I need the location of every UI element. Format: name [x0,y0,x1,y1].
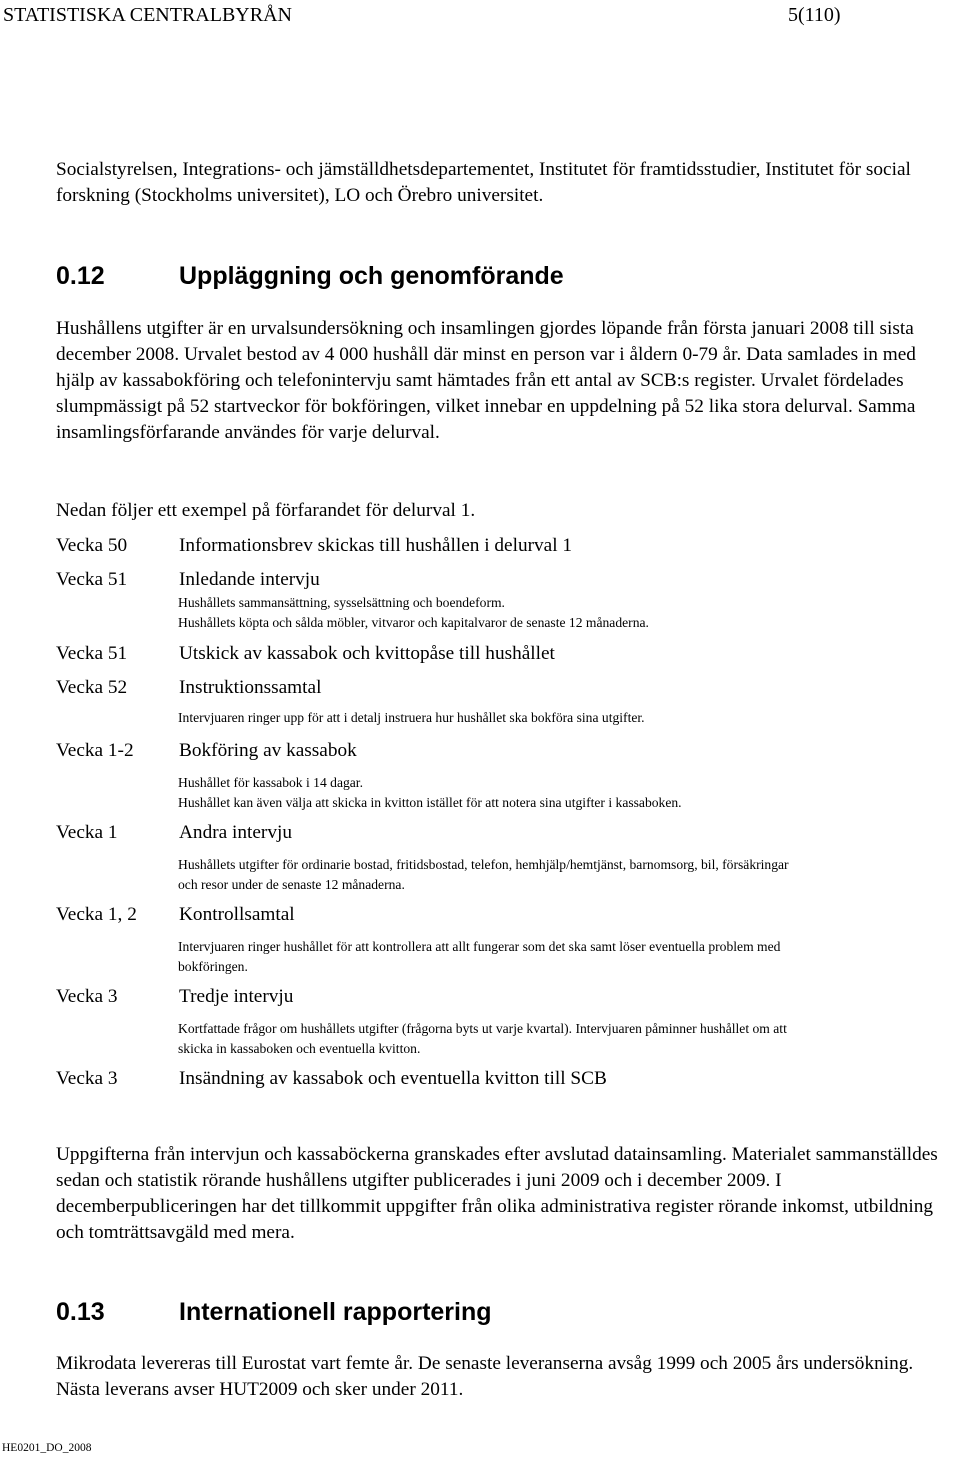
section-0-13-paragraph: Mikrodata levereras till Eurostat vart femte år. De senaste leveranserna avsåg 1999 och 2005 års undersökning. Nästa leverans avser HUT2009 och sker under 2011. [56,1353,914,1400]
section-title: Internationell rapportering [179,1298,492,1326]
header-page-number: 5(110) [788,4,841,26]
schedule-week: Vecka 1-2 [56,740,134,761]
schedule-week: Vecka 3 [56,986,118,1007]
schedule-details: Hushållets utgifter för ordinarie bostad, fritidsbostad, telefon, hemhjälp/hemtjänst, barnomsorg, bil, försäkringar och resor under de senaste 12 månaderna. [178,857,789,892]
schedule-details: Kortfattade frågor om hushållets utgifter (frågorna byts ut varje kvartal). Intervjuaren påminner hushållet om att skicka in kassaboken och eventuella kvitton. [178,1021,787,1056]
section-number: 0.12 [56,262,105,290]
schedule-title: Andra intervju [179,822,292,843]
section-heading-0-13 [56,1298,492,1327]
schedule-title: Inledande intervju [179,569,320,590]
schedule-week: Vecka 50 [56,535,128,556]
header-organization: STATISTISKA CENTRALBYRÅN [3,4,292,26]
section-title: Uppläggning och genomförande [179,262,564,290]
schedule-title: Tredje intervju [179,986,294,1007]
schedule-title: Insändning av kassabok och eventuella kvitton till SCB [179,1068,607,1089]
schedule-details: Hushållet för kassabok i 14 dagar. Hushållet kan även välja att skicka in kvitton istället för att notera sina utgifter i kassaboken. [178,775,682,810]
schedule-week: Vecka 3 [56,1068,118,1089]
schedule-title: Utskick av kassabok och kvittopåse till hushållet [179,643,555,664]
schedule-week: Vecka 51 [56,569,128,590]
intro-paragraph: Socialstyrelsen, Integrations- och jämställdhetsdepartementet, Institutet för framtidsstudier, Institutet för social forskning (Stockholms universitet), LO och Örebro universitet. [56,159,911,206]
schedule-week: Vecka 52 [56,677,128,698]
schedule-week: Vecka 51 [56,643,128,664]
schedule-title: Kontrollsamtal [179,904,295,925]
schedule-details: Intervjuaren ringer upp för att i detalj instruera hur hushållet ska bokföra sina utgifter. [178,710,645,725]
schedule-title: Informationsbrev skickas till hushållen i delurval 1 [179,535,573,556]
schedule-title: Instruktionssamtal [179,677,322,698]
review-paragraph: Uppgifterna från intervjun och kassaböckerna granskades efter avslutad datainsamling. Materialet sammanställdes sedan och statistik rörande hushållens utgifter publicerades i juni 2009 och i december 2009. I decemberpubliceringen har det tillkommit uppgifter från olika administrativa register rörande inkomst, utbildning och tomträttsavgäld med mera. [56,1144,938,1243]
schedule-details: Intervjuaren ringer hushållet för att kontrollera att allt fungerar som det ska samt löser eventuella problem med bokföringen. [178,939,781,974]
footer-doc-id: HE0201_DO_2008 [2,1442,92,1454]
schedule-title: Bokföring av kassabok [179,740,357,761]
section-number: 0.13 [56,1298,105,1326]
example-intro: Nedan följer ett exempel på förfarandet för delurval 1. [56,500,476,521]
section-0-12-paragraph: Hushållens utgifter är en urvalsundersökning och insamlingen gjordes löpande från första januari 2008 till sista december 2008. Urvalet bestod av 4 000 hushåll där minst en person var i åldern 0-79 år. Data samlades in med hjälp av kassabokföring och telefonintervju samt hämtades från ett antal av SCB:s register. Urvalet fördelades slumpmässigt på 52 startveckor för bokföringen, vilket innebar en uppdelning på 52 lika stora delurval. Samma insamlingsförfarande användes för varje delurval. [56,318,916,443]
schedule-week: Vecka 1, 2 [56,904,137,925]
schedule-week: Vecka 1 [56,822,118,843]
schedule-details: Hushållets sammansättning, sysselsättning och boendeform. Hushållets köpta och sålda möbler, vitvaror och kapitalvaror de senaste 12 månaderna. [178,595,649,630]
section-heading-0-12 [56,262,564,291]
